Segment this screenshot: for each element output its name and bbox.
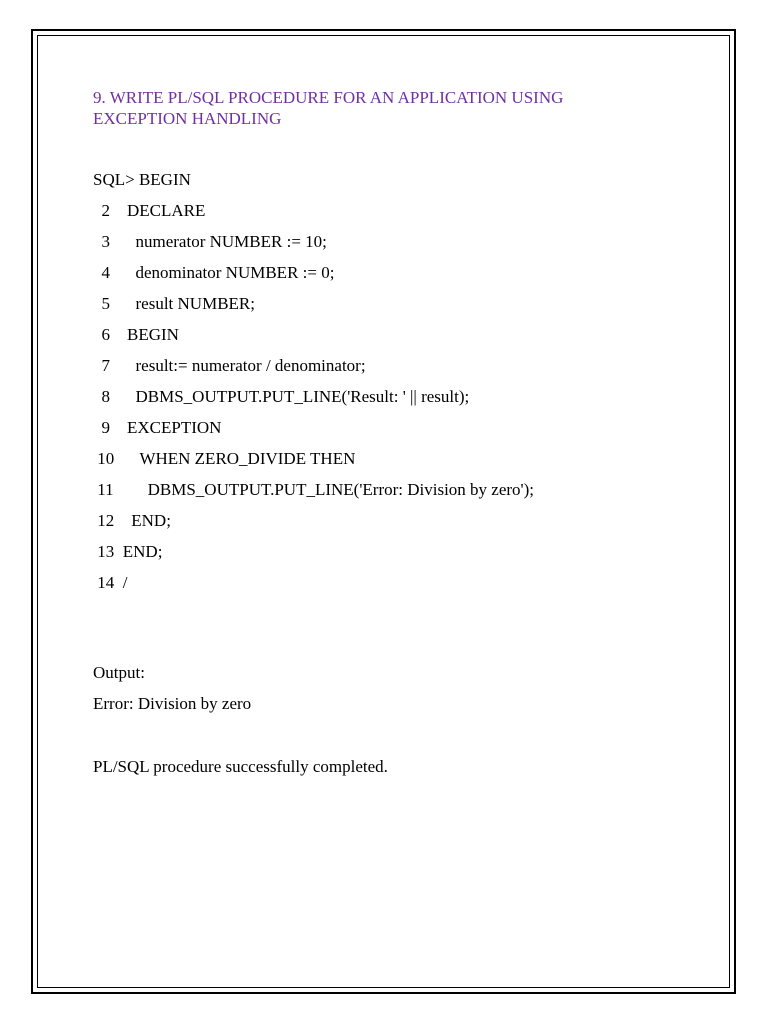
code-line: 8 DBMS_OUTPUT.PUT_LINE('Result: ' || result);: [93, 387, 470, 406]
code-line: 14 /: [93, 573, 128, 592]
code-line: 2 DECLARE: [93, 201, 206, 220]
code-line: 10 WHEN ZERO_DIVIDE THEN: [93, 449, 356, 468]
code-line: 3 numerator NUMBER := 10;: [93, 232, 327, 251]
code-line: 6 BEGIN: [93, 325, 179, 344]
page-title: 9. WRITE PL/SQL PROCEDURE FOR AN APPLICATION USING EXCEPTION HANDLING: [93, 88, 564, 128]
code-line: 7 result:= numerator / denominator;: [93, 356, 366, 375]
code-line: 5 result NUMBER;: [93, 294, 255, 313]
output-label: Output:: [93, 663, 145, 682]
code-line: 12 END;: [93, 511, 171, 530]
code-line: 9 EXCEPTION: [93, 418, 222, 437]
code-line: SQL> BEGIN: [93, 170, 191, 189]
completion-message: PL/SQL procedure successfully completed.: [93, 757, 388, 776]
code-listing: [93, 169, 534, 603]
code-line: 11 DBMS_OUTPUT.PUT_LINE('Error: Division by zero');: [93, 480, 534, 499]
output-value: Error: Division by zero: [93, 694, 252, 713]
code-line: 4 denominator NUMBER := 0;: [93, 263, 335, 282]
code-line: 13 END;: [93, 542, 163, 561]
